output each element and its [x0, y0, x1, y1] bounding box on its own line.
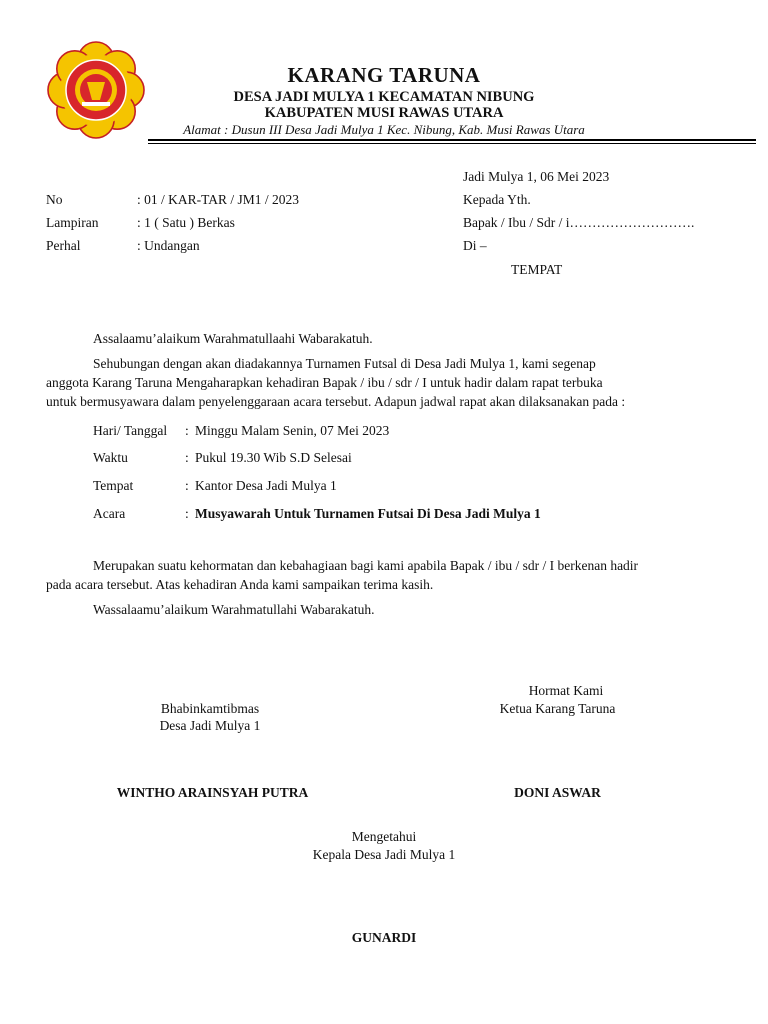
closing-line-2: pada acara tersebut. Atas kehadiran Anda kami sampaikan terima kasih.	[46, 577, 434, 592]
meta-label-perhal: Perhal	[46, 238, 81, 253]
recipient-line3: Di –	[463, 238, 487, 253]
letter-date: Jadi Mulya 1, 06 Mei 2023	[463, 169, 610, 184]
sign-left-title2: Desa Jadi Mulya 1	[159, 718, 261, 733]
schedule-value-place: Kantor Desa Jadi Mulya 1	[195, 478, 337, 493]
header-rule-thin	[148, 143, 756, 144]
ack-name: GUNARDI	[351, 930, 417, 945]
sign-right-title1: Ketua Karang Taruna	[499, 701, 616, 716]
schedule-value-day: Minggu Malam Senin, 07 Mei 2023	[195, 423, 390, 438]
meta-value-perhal: : Undangan	[137, 238, 200, 253]
recipient-place: TEMPAT	[511, 262, 563, 277]
schedule-label-time: Waktu	[93, 450, 128, 465]
body-line-3: untuk bermusyawara dalam penyelenggaraan acara tersebut. Adapun jadwal rapat akan dilaksanakan pada :	[46, 394, 626, 409]
sign-left-title1: Bhabinkamtibmas	[160, 701, 260, 716]
org-subtitle-regency: KABUPATEN MUSI RAWAS UTARA	[264, 105, 504, 121]
meta-label-lampiran: Lampiran	[46, 215, 99, 230]
body-line-2: anggota Karang Taruna Mengaharapkan kehadiran Bapak / ibu / sdr / I untuk hadir dalam rapat terbuka	[46, 375, 603, 390]
schedule-label-place: Tempat	[93, 478, 134, 493]
ack-title2: Kepala Desa Jadi Mulya 1	[312, 847, 456, 862]
org-title: KARANG TARUNA	[287, 63, 481, 87]
recipient-line2: Bapak / Ibu / Sdr / i……………………….	[463, 215, 695, 230]
sign-left-name: WINTHO ARAINSYAH PUTRA	[116, 785, 309, 800]
body-line-1: Sehubungan dengan akan diadakannya Turnamen Futsal di Desa Jadi Mulya 1, kami segenap	[93, 356, 596, 371]
sign-right-name: DONI ASWAR	[514, 785, 601, 800]
schedule-colon: :	[185, 423, 189, 438]
meta-value-lampiran: : 1 ( Satu ) Berkas	[137, 215, 235, 230]
schedule-colon: :	[185, 506, 189, 521]
greeting: Assalaamu’alaikum Warahmatullaahi Wabarakatuh.	[93, 331, 373, 346]
meta-value-no: : 01 / KAR-TAR / JM1 / 2023	[137, 192, 300, 207]
closing-line-1: Merupakan suatu kehormatan dan kebahagiaan bagi kami apabila Bapak / ibu / sdr / I berkenan hadir	[93, 558, 639, 573]
recipient-line1: Kepada Yth.	[463, 192, 531, 207]
meta-label-no: No	[46, 192, 63, 207]
org-subtitle-village: DESA JADI MULYA 1 KECAMATAN NIBUNG	[233, 89, 535, 105]
header-rule-thick	[148, 139, 756, 141]
schedule-colon: :	[185, 450, 189, 465]
schedule-value-time: Pukul 19.30 Wib S.D Selesai	[195, 450, 352, 465]
schedule-value-event: Musyawarah Untuk Turnamen Futsai Di Desa Jadi Mulya 1	[195, 506, 541, 521]
schedule-label-day: Hari/ Tanggal	[93, 423, 168, 438]
farewell: Wassalaamu’alaikum Warahmatullahi Wabarakatuh.	[93, 602, 375, 617]
sign-right-title0: Hormat Kami	[528, 683, 604, 698]
schedule-colon: :	[185, 478, 189, 493]
schedule-label-event: Acara	[93, 506, 126, 521]
ack-title1: Mengetahui	[351, 829, 417, 844]
org-address: Alamat : Dusun III Desa Jadi Mulya 1 Kec. Nibung, Kab. Musi Rawas Utara	[183, 122, 585, 137]
